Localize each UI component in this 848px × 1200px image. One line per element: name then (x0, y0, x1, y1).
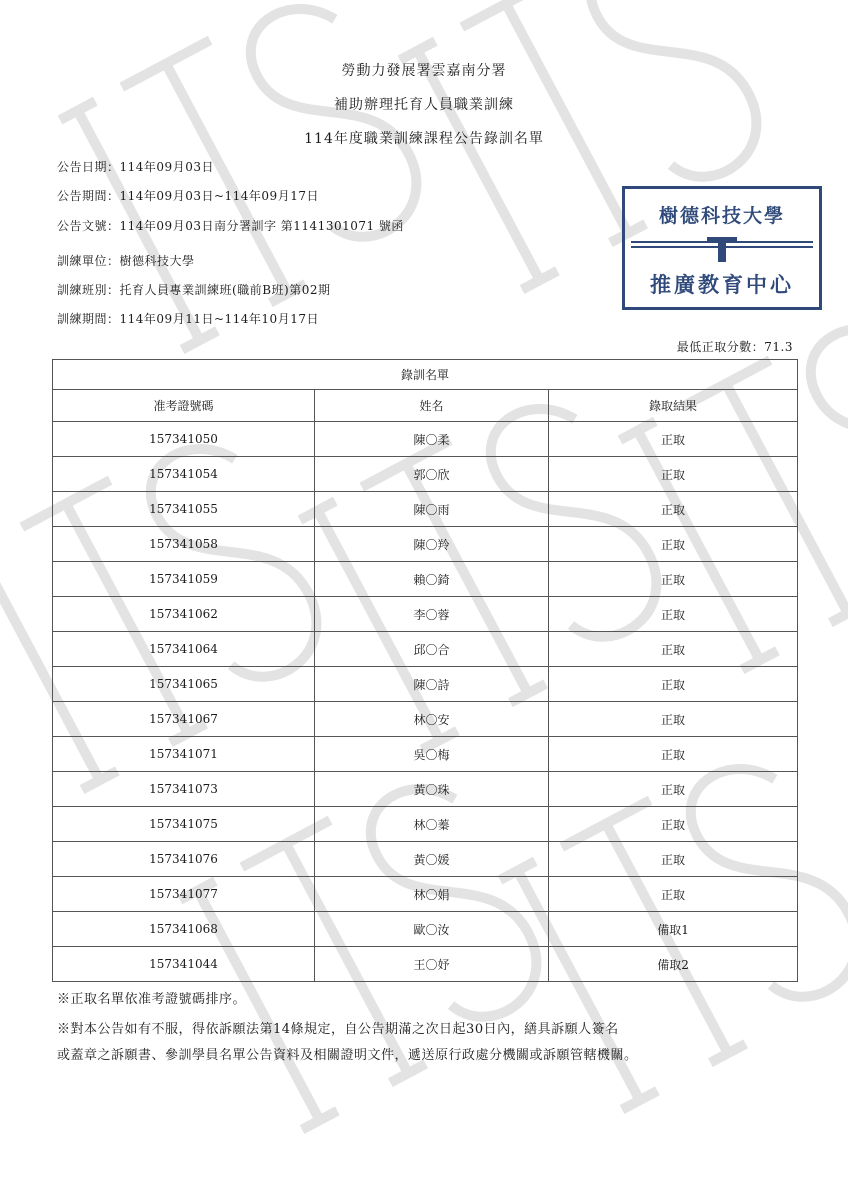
cell-name: 陳〇雨 (315, 492, 549, 527)
meta-announce-date: 公告日期：114年09月03日 (57, 160, 214, 174)
cell-result: 正取 (549, 772, 798, 807)
document-title: 114年度職業訓練課程公告錄訓名單 (304, 131, 544, 147)
cell-name: 王〇妤 (315, 947, 549, 982)
table-row (53, 597, 798, 632)
table-row (53, 702, 798, 737)
cell-exam-number: 157341075 (53, 807, 315, 842)
cell-result: 正取 (549, 527, 798, 562)
table-row (53, 422, 798, 457)
cell-result: 正取 (549, 702, 798, 737)
table-row (53, 842, 798, 877)
cell-exam-number: 157341071 (53, 737, 315, 772)
admission-table (52, 359, 798, 982)
meta-class: 訓練班別：托育人員專業訓練班(職前B班)第02期 (57, 283, 331, 297)
cell-exam-number: 157341068 (53, 912, 315, 947)
cell-result: 正取 (549, 877, 798, 912)
cell-result: 正取 (549, 632, 798, 667)
column-header-result: 錄取結果 (549, 390, 798, 422)
cell-result: 正取 (549, 597, 798, 632)
cell-name: 郭〇欣 (315, 457, 549, 492)
cell-result: 正取 (549, 667, 798, 702)
cell-name: 陳〇詩 (315, 667, 549, 702)
cell-exam-number: 157341044 (53, 947, 315, 982)
institution-stamp (622, 186, 822, 310)
table-row (53, 877, 798, 912)
column-header-exam-number: 准考證號碼 (53, 390, 315, 422)
table-row (53, 632, 798, 667)
cell-result: 正取 (549, 807, 798, 842)
table-row (53, 457, 798, 492)
meta-training-unit: 訓練單位：樹德科技大學 (57, 254, 195, 268)
cell-result: 正取 (549, 737, 798, 772)
cell-exam-number: 157341055 (53, 492, 315, 527)
table-row (53, 772, 798, 807)
cell-name: 李〇蓉 (315, 597, 549, 632)
cell-result: 正取 (549, 492, 798, 527)
minimum-score: 最低正取分數：71.3 (676, 340, 793, 354)
cell-name: 邱〇合 (315, 632, 549, 667)
cell-exam-number: 157341065 (53, 667, 315, 702)
table-row (53, 492, 798, 527)
stamp-line-2: 推廣教育中心 (650, 273, 794, 297)
cell-result: 備取1 (549, 912, 798, 947)
meta-announce-period: 公告期間：114年09月03日~114年09月17日 (57, 189, 319, 203)
cell-name: 陳〇柔 (315, 422, 549, 457)
cell-name: 林〇娟 (315, 877, 549, 912)
table-row (53, 807, 798, 842)
cell-exam-number: 157341067 (53, 702, 315, 737)
stamp-logo-icon (625, 233, 819, 263)
note-sort-order: ※正取名單依准考證號碼排序。 (57, 992, 247, 1007)
meta-document-number: 公告文號：114年09月03日南分署訓字 第1141301071 號函 (57, 219, 404, 233)
cell-name: 黃〇珠 (315, 772, 549, 807)
meta-training-period: 訓練期間：114年09月11日~114年10月17日 (57, 312, 319, 326)
cell-exam-number: 157341058 (53, 527, 315, 562)
table-row (53, 562, 798, 597)
table-caption: 錄訓名單 (53, 360, 798, 390)
table-row (53, 527, 798, 562)
cell-exam-number: 157341062 (53, 597, 315, 632)
cell-exam-number: 157341064 (53, 632, 315, 667)
cell-name: 吳〇梅 (315, 737, 549, 772)
cell-result: 備取2 (549, 947, 798, 982)
stamp-line-1: 樹德科技大學 (658, 205, 785, 227)
table-row (53, 667, 798, 702)
table-row (53, 912, 798, 947)
cell-result: 正取 (549, 422, 798, 457)
table-row (53, 947, 798, 982)
cell-result: 正取 (549, 457, 798, 492)
program-title: 補助辦理托育人員職業訓練 (334, 97, 514, 113)
note-appeal-line-2: 或蓋章之訴願書、參訓學員名單公告資料及相關證明文件，遞送原行政處分機關或訴願管轄機關。 (57, 1048, 638, 1063)
column-header-name: 姓名 (315, 390, 549, 422)
cell-result: 正取 (549, 842, 798, 877)
cell-name: 陳〇羚 (315, 527, 549, 562)
cell-name: 賴〇錡 (315, 562, 549, 597)
cell-exam-number: 157341077 (53, 877, 315, 912)
cell-name: 歐〇汝 (315, 912, 549, 947)
note-appeal-line-1: ※對本公告如有不服，得依訴願法第14條規定，自公告期滿之次日起30日內，繕具訴願人簽名 (57, 1022, 619, 1037)
cell-result: 正取 (549, 562, 798, 597)
cell-exam-number: 157341050 (53, 422, 315, 457)
cell-exam-number: 157341073 (53, 772, 315, 807)
cell-exam-number: 157341059 (53, 562, 315, 597)
agency-title: 勞動力發展署雲嘉南分署 (341, 63, 507, 79)
cell-exam-number: 157341054 (53, 457, 315, 492)
cell-exam-number: 157341076 (53, 842, 315, 877)
cell-name: 黃〇媛 (315, 842, 549, 877)
cell-name: 林〇安 (315, 702, 549, 737)
cell-name: 林〇蓁 (315, 807, 549, 842)
table-row (53, 737, 798, 772)
